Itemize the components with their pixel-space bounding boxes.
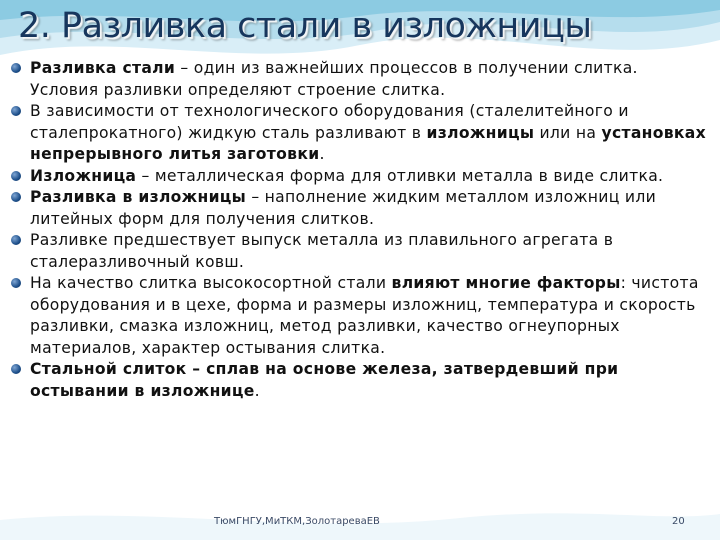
item-text: На качество слитка высокосортной стали [30,274,392,292]
bullet-item [8,359,708,402]
page-number: 20 [672,516,685,527]
slide-title: 2. Разливка стали в изложницы [18,6,592,46]
bullet-item [8,58,708,101]
bullet-icon [11,235,21,245]
item-text: Разливке предшествует выпуск металла из плавильного агрегата в сталеразливочный ковш. [30,231,614,271]
bold-text: влияют многие факторы [391,274,621,292]
bold-text: Разливка в изложницы [30,188,247,206]
bold-text: Стальной слиток – сплав на основе железа, затвердевший при остывании в изложнице [30,360,619,400]
item-text: – один из важнейших процессов в получении слитка. Условия разливки определяют строение слитка. [30,59,638,99]
bullet-icon [11,63,21,73]
item-text: В зависимости от технологического оборудования (сталелитейного и сталепрокатного) жидкую сталь разливают в [30,102,629,142]
bullet-item [8,230,708,273]
bullet-item [8,273,708,359]
bullet-icon [11,364,21,374]
item-text: : чистота оборудования и в цехе, форма и размеры изложниц, температура и скорость разливки, смазка изложниц, метод разливки, качество огнеупорных материалов, характер остывания слитка. [30,274,699,357]
bold-text: установках непрерывного литья заготовки [30,123,706,163]
bullet-icon [11,106,21,116]
item-text: . [319,145,325,163]
bold-text: Изложница [30,166,137,185]
item-text: – наполнение жидким металлом изложниц или литейных форм для получения слитков. [30,188,657,228]
item-text: или на [534,123,602,142]
bullet-item [8,187,708,230]
bullet-item [8,101,708,166]
bold-text: Разливка стали [30,59,176,77]
bullet-list [8,58,708,402]
item-text: – металлическая форма для отливки металла в виде слитка. [136,166,664,185]
item-text: . [254,381,260,400]
bold-text: изложницы [426,123,535,142]
bullet-icon [11,171,21,181]
bullet-item [8,166,708,188]
footer-author: ТюмГНГУ,МиТКМ,ЗолотареваЕВ [214,516,380,527]
bullet-icon [11,192,21,202]
bullet-icon [11,278,21,288]
